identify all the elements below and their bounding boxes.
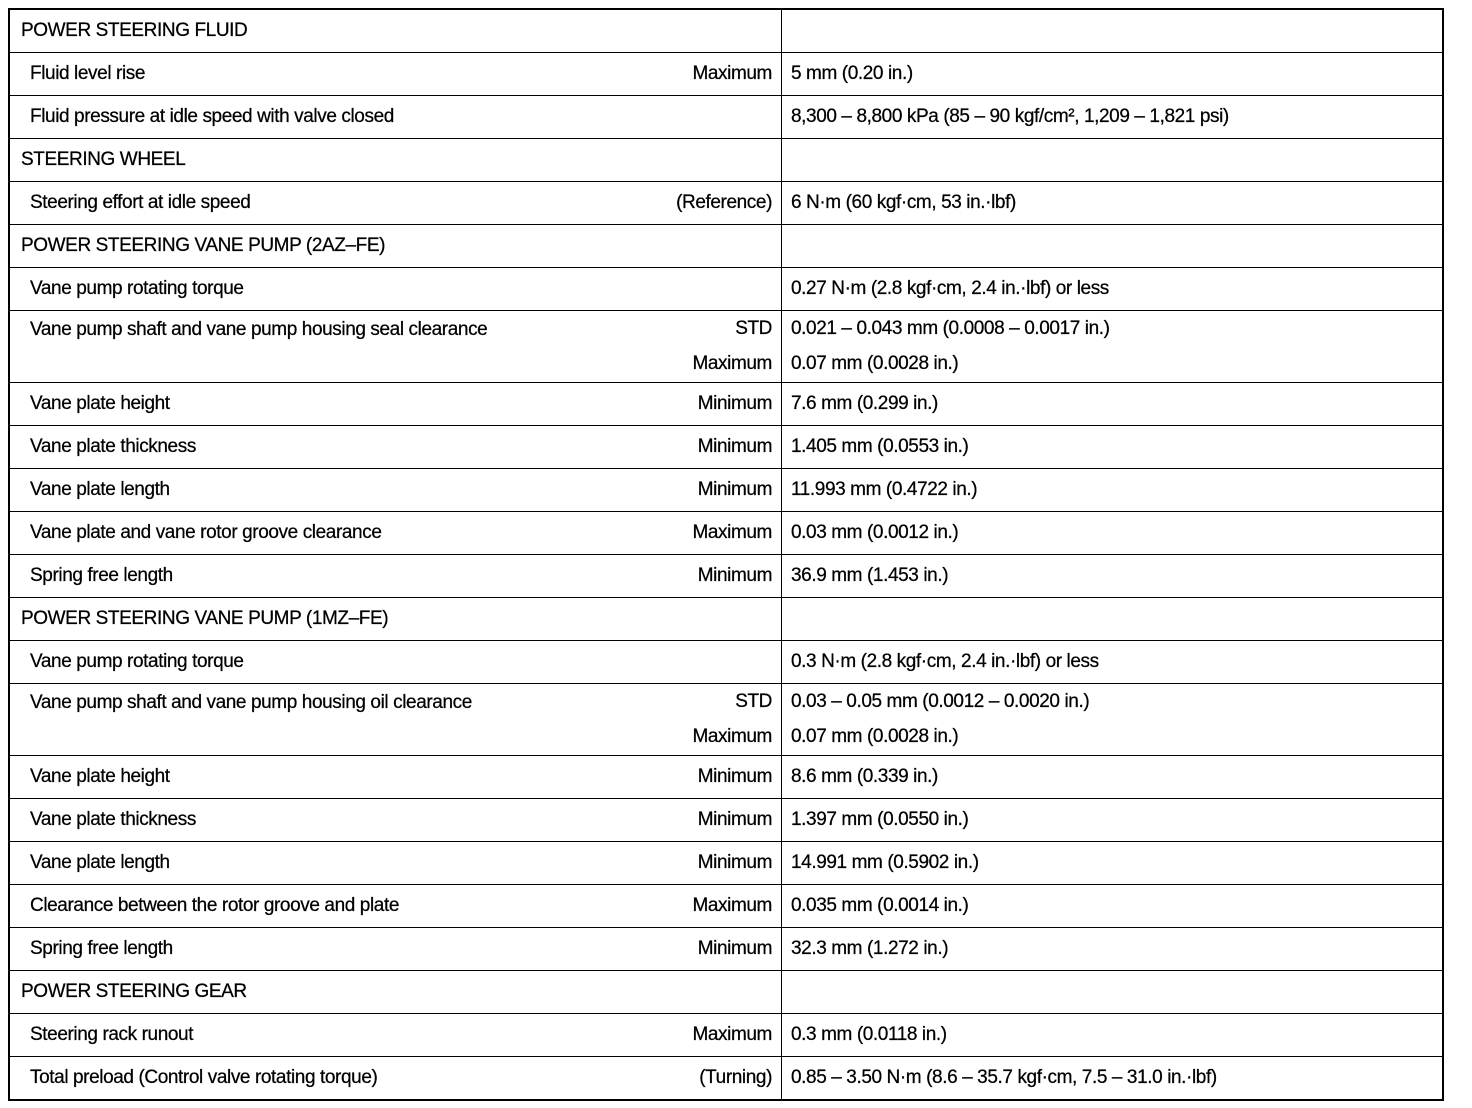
spec-value: 0.3 mm (0.0118 in.): [791, 1024, 947, 1045]
label-wrapper: [10, 139, 781, 181]
label-wrapper: [10, 268, 781, 310]
spec-row: [9, 1014, 1443, 1057]
spec-row: [9, 842, 1443, 885]
value-wrapper: [782, 885, 1442, 927]
label-wrapper: [10, 641, 781, 683]
spec-qualifier: Minimum: [697, 479, 772, 500]
qualifier-group: [772, 96, 781, 138]
spec-name: Vane plate height: [30, 393, 170, 414]
spec-value-cell: [782, 928, 1444, 971]
qualifier-group: [699, 1057, 781, 1099]
spec-value-cell: [782, 225, 1444, 268]
qualifier-group: [772, 641, 781, 683]
spec-value-cell: [782, 598, 1444, 641]
spec-row: [9, 426, 1443, 469]
spec-row: [9, 512, 1443, 555]
qualifier-group: [692, 512, 781, 554]
spec-row: [9, 311, 1443, 383]
label-wrapper: [10, 225, 781, 267]
spec-label-cell: [9, 383, 782, 426]
spec-label-cell: [9, 469, 782, 512]
spec-qualifier: Minimum: [697, 436, 772, 457]
spec-value: 14.991 mm (0.5902 in.): [791, 852, 979, 873]
label-wrapper: [10, 96, 781, 138]
label-wrapper: [10, 182, 781, 224]
spec-row: [9, 96, 1443, 139]
spec-qualifier: Maximum: [692, 726, 772, 748]
spec-name: Steering effort at idle speed: [30, 192, 251, 213]
section-header-row: [9, 225, 1443, 268]
spec-value-cell: [782, 885, 1444, 928]
spec-name: Spring free length: [30, 565, 173, 586]
spec-value-cell: [782, 971, 1444, 1014]
spec-value-cell: [782, 268, 1444, 311]
spec-qualifier: (Reference): [676, 192, 772, 213]
qualifier-group: [692, 1014, 781, 1056]
spec-label-cell: [9, 1014, 782, 1057]
section-title: POWER STEERING VANE PUMP (1MZ–FE): [21, 608, 389, 629]
spec-label-cell: [9, 1057, 782, 1101]
spec-value: 0.3 N·m (2.8 kgf·cm, 2.4 in.·lbf) or less: [791, 651, 1099, 672]
spec-row: [9, 641, 1443, 684]
spec-name: Vane plate thickness: [30, 809, 196, 830]
spec-name: Vane plate thickness: [30, 436, 196, 457]
value-wrapper: [782, 641, 1442, 683]
spec-row: [9, 268, 1443, 311]
spec-value-cell: [782, 641, 1444, 684]
label-wrapper: [10, 928, 781, 970]
spec-value-cell: [782, 9, 1444, 53]
spec-row: [9, 885, 1443, 928]
value-wrapper: [782, 53, 1442, 95]
label-wrapper: [10, 426, 781, 468]
spec-row: [9, 684, 1443, 756]
spec-value: 7.6 mm (0.299 in.): [791, 393, 938, 414]
spec-value-cell: [782, 469, 1444, 512]
spec-row: [9, 555, 1443, 598]
spec-value-cell: [782, 842, 1444, 885]
spec-value: 0.03 – 0.05 mm (0.0012 – 0.0020 in.): [791, 690, 1090, 712]
value-wrapper: [782, 684, 1442, 755]
specification-table: [8, 8, 1444, 1101]
spec-value-cell: [782, 756, 1444, 799]
spec-value-cell: [782, 311, 1444, 383]
section-title: POWER STEERING FLUID: [21, 20, 248, 41]
spec-value: 0.07 mm (0.0028 in.): [791, 726, 959, 748]
qualifier-group: [772, 971, 781, 1013]
value-wrapper: [782, 555, 1442, 597]
value-wrapper: [782, 139, 1442, 181]
spec-name: Fluid pressure at idle speed with valve closed: [30, 106, 394, 127]
spec-qualifier: Maximum: [692, 522, 772, 543]
spec-name: Vane plate length: [30, 852, 170, 873]
label-wrapper: [10, 53, 781, 95]
section-title: POWER STEERING VANE PUMP (2AZ–FE): [21, 235, 386, 256]
spec-value-cell: [782, 1057, 1444, 1101]
value-wrapper: [782, 225, 1442, 267]
value-wrapper: [782, 928, 1442, 970]
section-header-row: [9, 598, 1443, 641]
spec-value: 0.03 mm (0.0012 in.): [791, 522, 959, 543]
qualifier-group: [692, 885, 781, 927]
value-wrapper: [782, 383, 1442, 425]
spec-qualifier: Minimum: [697, 852, 772, 873]
spec-value: 0.035 mm (0.0014 in.): [791, 895, 969, 916]
spec-value-cell: [782, 96, 1444, 139]
qualifier-group: [772, 598, 781, 640]
value-wrapper: [782, 1057, 1442, 1099]
label-wrapper: [10, 311, 781, 382]
qualifier-group: [698, 555, 781, 597]
label-wrapper: [10, 842, 781, 884]
spec-name: Vane pump shaft and vane pump housing oil clearance: [30, 692, 472, 713]
spec-value-cell: [782, 555, 1444, 598]
spec-value: 0.27 N·m (2.8 kgf·cm, 2.4 in.·lbf) or less: [791, 278, 1109, 299]
qualifier-group: [676, 182, 781, 224]
value-wrapper: [782, 268, 1442, 310]
spec-value: 32.3 mm (1.272 in.): [791, 938, 949, 959]
spec-value: 11.993 mm (0.4722 in.): [791, 479, 978, 500]
spec-label-cell: [9, 311, 782, 383]
spec-value-cell: [782, 426, 1444, 469]
spec-label-cell: [9, 971, 782, 1014]
section-title: STEERING WHEEL: [21, 149, 186, 170]
qualifier-group: [698, 928, 781, 970]
spec-name: Clearance between the rotor groove and plate: [30, 895, 399, 916]
qualifier-group: [698, 842, 781, 884]
spec-label-cell: [9, 9, 782, 53]
spec-qualifier: Maximum: [692, 353, 772, 375]
label-wrapper: [10, 512, 781, 554]
value-wrapper: [782, 426, 1442, 468]
value-wrapper: [782, 756, 1442, 798]
spec-row: [9, 53, 1443, 96]
spec-label-cell: [9, 555, 782, 598]
spec-label-cell: [9, 799, 782, 842]
spec-row: [9, 182, 1443, 225]
spec-name: Total preload (Control valve rotating torque): [30, 1067, 378, 1088]
value-wrapper: [782, 311, 1442, 382]
qualifier-group: [692, 684, 781, 755]
value-wrapper: [782, 598, 1442, 640]
spec-row: [9, 383, 1443, 426]
label-wrapper: [10, 469, 781, 511]
spec-label-cell: [9, 426, 782, 469]
label-wrapper: [10, 684, 781, 755]
label-wrapper: [10, 971, 781, 1013]
label-wrapper: [10, 885, 781, 927]
qualifier-group: [692, 311, 781, 382]
value-wrapper: [782, 512, 1442, 554]
spec-value: 0.021 – 0.043 mm (0.0008 – 0.0017 in.): [791, 317, 1110, 339]
spec-name: Vane pump shaft and vane pump housing seal clearance: [30, 319, 488, 340]
spec-value: 8,300 – 8,800 kPa (85 – 90 kgf/cm², 1,209 – 1,821 psi): [791, 106, 1229, 127]
qualifier-group: [698, 426, 781, 468]
qualifier-group: [698, 756, 781, 798]
spec-value-cell: [782, 512, 1444, 555]
spec-label-cell: [9, 225, 782, 268]
spec-label-cell: [9, 512, 782, 555]
value-wrapper: [782, 10, 1442, 52]
spec-row: [9, 756, 1443, 799]
label-wrapper: [10, 598, 781, 640]
spec-name: Vane plate length: [30, 479, 170, 500]
label-wrapper: [10, 10, 781, 52]
value-wrapper: [782, 182, 1442, 224]
spec-qualifier: Maximum: [692, 63, 772, 84]
spec-label-cell: [9, 182, 782, 225]
spec-qualifier: Minimum: [697, 809, 772, 830]
spec-label-cell: [9, 268, 782, 311]
spec-value: 8.6 mm (0.339 in.): [791, 766, 938, 787]
spec-qualifier: Minimum: [697, 565, 772, 586]
spec-qualifier: STD: [735, 690, 772, 712]
value-wrapper: [782, 1014, 1442, 1056]
spec-value: 5 mm (0.20 in.): [791, 63, 913, 84]
spec-value: 36.9 mm (1.453 in.): [791, 565, 949, 586]
spec-label-cell: [9, 96, 782, 139]
section-header-row: [9, 139, 1443, 182]
label-wrapper: [10, 383, 781, 425]
qualifier-group: [698, 799, 781, 841]
spec-name: Spring free length: [30, 938, 173, 959]
spec-label-cell: [9, 928, 782, 971]
spec-row: [9, 799, 1443, 842]
spec-qualifier: Maximum: [692, 1024, 772, 1045]
spec-value-cell: [782, 182, 1444, 225]
label-wrapper: [10, 555, 781, 597]
label-wrapper: [10, 799, 781, 841]
spec-row: [9, 928, 1443, 971]
section-title: POWER STEERING GEAR: [21, 981, 247, 1002]
spec-value: 1.397 mm (0.0550 in.): [791, 809, 969, 830]
spec-value-cell: [782, 799, 1444, 842]
spec-label-cell: [9, 139, 782, 182]
section-header-row: [9, 971, 1443, 1014]
spec-label-cell: [9, 756, 782, 799]
label-wrapper: [10, 756, 781, 798]
spec-value-cell: [782, 1014, 1444, 1057]
spec-name: Vane plate and vane rotor groove clearance: [30, 522, 382, 543]
qualifier-group: [772, 268, 781, 310]
spec-value-cell: [782, 383, 1444, 426]
qualifier-group: [772, 10, 781, 52]
qualifier-group: [692, 53, 781, 95]
qualifier-group: [772, 139, 781, 181]
qualifier-group: [698, 383, 781, 425]
spec-value: 0.85 – 3.50 N·m (8.6 – 35.7 kgf·cm, 7.5 – 31.0 in.·lbf): [791, 1067, 1217, 1088]
spec-row: [9, 469, 1443, 512]
spec-name: Steering rack runout: [30, 1024, 194, 1045]
spec-label-cell: [9, 641, 782, 684]
spec-label-cell: [9, 598, 782, 641]
value-wrapper: [782, 971, 1442, 1013]
spec-value-cell: [782, 139, 1444, 182]
spec-value-cell: [782, 684, 1444, 756]
spec-label-cell: [9, 885, 782, 928]
spec-qualifier: Minimum: [697, 393, 772, 414]
spec-qualifier: Minimum: [697, 766, 772, 787]
spec-qualifier: Minimum: [697, 938, 772, 959]
spec-value: 1.405 mm (0.0553 in.): [791, 436, 969, 457]
spec-label-cell: [9, 684, 782, 756]
spec-value-cell: [782, 53, 1444, 96]
spec-qualifier: STD: [735, 317, 772, 339]
value-wrapper: [782, 842, 1442, 884]
spec-value: 6 N·m (60 kgf·cm, 53 in.·lbf): [791, 192, 1016, 213]
qualifier-group: [772, 225, 781, 267]
spec-name: Vane pump rotating torque: [30, 651, 244, 672]
spec-name: Vane pump rotating torque: [30, 278, 244, 299]
label-wrapper: [10, 1014, 781, 1056]
spec-value: 0.07 mm (0.0028 in.): [791, 353, 959, 375]
spec-row: [9, 1057, 1443, 1101]
spec-label-cell: [9, 53, 782, 96]
value-wrapper: [782, 469, 1442, 511]
spec-label-cell: [9, 842, 782, 885]
qualifier-group: [698, 469, 781, 511]
value-wrapper: [782, 96, 1442, 138]
value-wrapper: [782, 799, 1442, 841]
label-wrapper: [10, 1057, 781, 1099]
spec-qualifier: (Turning): [699, 1067, 772, 1088]
spec-name: Vane plate height: [30, 766, 170, 787]
spec-qualifier: Maximum: [692, 895, 772, 916]
spec-name: Fluid level rise: [30, 63, 146, 84]
section-header-row: [9, 9, 1443, 53]
